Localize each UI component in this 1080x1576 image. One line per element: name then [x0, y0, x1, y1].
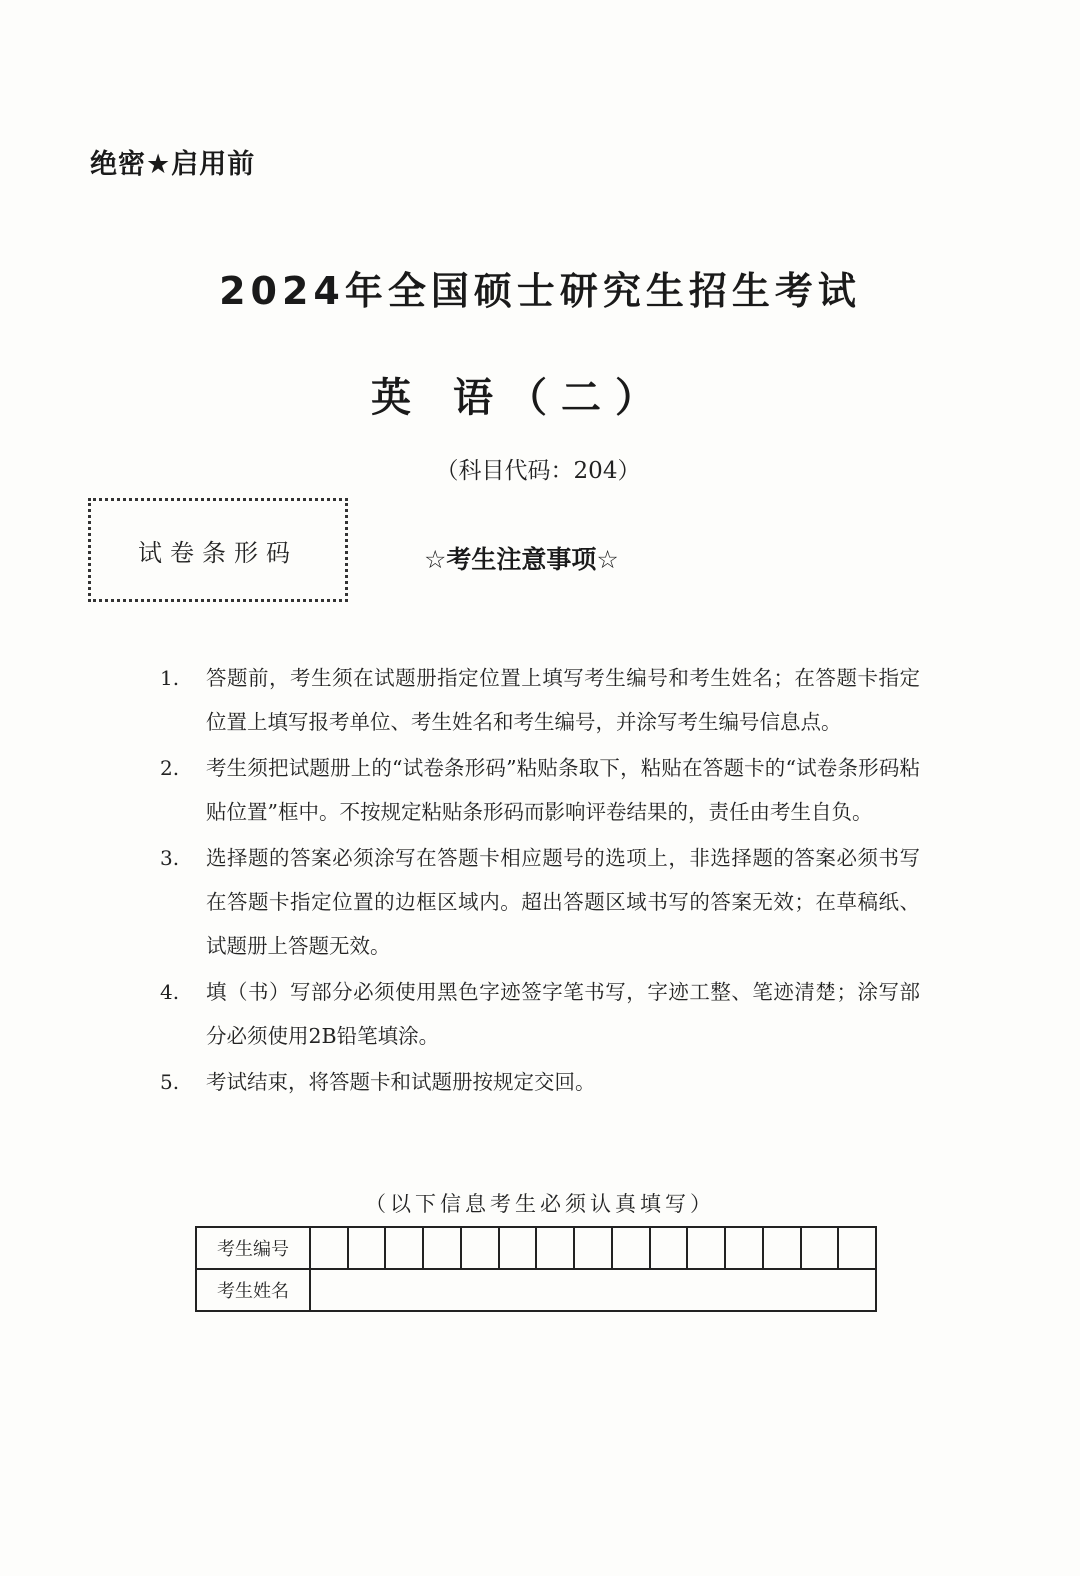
candidate-id-digit-box[interactable] [311, 1228, 347, 1268]
barcode-label: 试卷条形码 [138, 538, 298, 567]
notice-text: 填（书）写部分必须使用黑色字迹签字笔书写，字迹工整、笔迹清楚；涂写部分必须使用2B铅笔填涂。 [206, 980, 920, 1048]
notice-list [160, 656, 920, 1106]
notice-item [160, 746, 920, 834]
candidate-id-row [196, 1227, 876, 1269]
candidate-id-digit-box[interactable] [724, 1228, 762, 1268]
candidate-id-digit-box[interactable] [347, 1228, 385, 1268]
candidate-id-digit-box[interactable] [686, 1228, 724, 1268]
notice-item [160, 836, 920, 968]
candidate-id-label: 考生编号 [196, 1227, 310, 1269]
notice-text: 考生须把试题册上的“试卷条形码”粘贴条取下，粘贴在答题卡的“试卷条形码粘贴位置”框中。不按规定粘贴条形码而影响评卷结果的，责任由考生自负。 [206, 756, 920, 824]
candidate-id-field[interactable] [310, 1227, 876, 1269]
candidate-id-digit-box[interactable] [460, 1228, 498, 1268]
notice-text: 答题前，考生须在试题册指定位置上填写考生编号和考生姓名；在答题卡指定位置上填写报考单位、考生姓名和考生编号，并涂写考生编号信息点。 [206, 666, 920, 734]
candidate-id-cells [311, 1228, 875, 1268]
notice-item [160, 970, 920, 1058]
candidate-id-digit-box[interactable] [762, 1228, 800, 1268]
notice-heading: ☆考生注意事项☆ [424, 545, 619, 574]
candidate-id-digit-box[interactable] [384, 1228, 422, 1268]
barcode-box [88, 498, 348, 602]
subject-code: （科目代码：204） [435, 458, 641, 484]
notice-number: 4. [160, 980, 180, 1004]
candidate-id-digit-box[interactable] [611, 1228, 649, 1268]
notice-item [160, 1060, 920, 1104]
secret-label: 绝密★启用前 [90, 149, 256, 180]
notice-item [160, 656, 920, 744]
candidate-name-label: 考生姓名 [196, 1269, 310, 1311]
candidate-name-field[interactable] [310, 1269, 876, 1311]
candidate-id-digit-box[interactable] [800, 1228, 838, 1268]
candidate-id-digit-box[interactable] [649, 1228, 687, 1268]
exam-title: 2024年全国硕士研究生招生考试 [219, 269, 861, 313]
candidate-id-digit-box[interactable] [422, 1228, 460, 1268]
candidate-id-digit-box[interactable] [535, 1228, 573, 1268]
info-caption: （以下信息考生必须认真填写） [365, 1192, 715, 1216]
candidate-id-digit-box[interactable] [837, 1228, 875, 1268]
notice-number: 2. [160, 756, 180, 780]
candidate-id-digit-box[interactable] [498, 1228, 536, 1268]
candidate-id-digit-box[interactable] [573, 1228, 611, 1268]
notice-text: 选择题的答案必须涂写在答题卡相应题号的选项上，非选择题的答案必须书写在答题卡指定位置的边框区域内。超出答题区域书写的答案无效；在草稿纸、试题册上答题无效。 [206, 846, 920, 958]
candidate-name-row [196, 1269, 876, 1311]
notice-number: 5. [160, 1070, 180, 1094]
subject-title: 英 语（二） [371, 375, 669, 421]
notice-number: 1. [160, 666, 180, 690]
notice-text: 考试结束，将答题卡和试题册按规定交回。 [206, 1070, 596, 1094]
candidate-info-table [195, 1226, 877, 1312]
notice-number: 3. [160, 846, 180, 870]
